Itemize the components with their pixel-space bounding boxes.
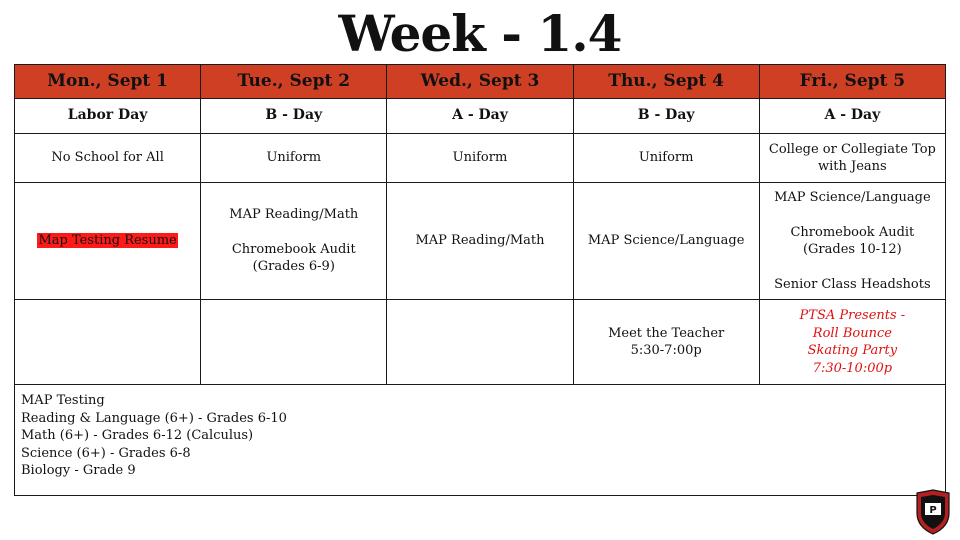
events-friday <box>759 183 945 300</box>
header-wednesday: Wed., Sept 3 <box>387 65 573 99</box>
extra-thursday <box>573 300 759 385</box>
header-friday: Fri., Sept 5 <box>759 65 945 99</box>
extra-wednesday <box>387 300 573 385</box>
dress-monday: No School for All <box>15 134 201 183</box>
extra-tuesday <box>201 300 387 385</box>
note-line: Math (6+) - Grades 6-12 (Calculus) <box>21 428 254 443</box>
school-shield-logo-icon <box>915 489 951 535</box>
header-monday: Mon., Sept 1 <box>15 65 201 99</box>
event-item: MAP Science/Language <box>774 190 931 205</box>
events-wednesday: MAP Reading/Math <box>387 183 573 300</box>
highlighted-event: Map Testing Resume <box>38 233 177 249</box>
header-tuesday: Tue., Sept 2 <box>201 65 387 99</box>
event-item: Chromebook Audit (Grades 10-12) <box>790 224 915 257</box>
extra-line: Roll Bounce <box>812 325 892 341</box>
extra-friday <box>759 300 945 385</box>
day-type-thursday: B - Day <box>573 99 759 134</box>
page-title: Week - 1.4 <box>338 4 622 63</box>
extra-monday <box>15 300 201 385</box>
event-item: Chromebook Audit (Grades 6-9) <box>231 241 356 275</box>
notes-row <box>15 385 946 496</box>
extra-line: 5:30-7:00p <box>630 343 702 358</box>
dress-tuesday: Uniform <box>201 134 387 183</box>
svg-text:P: P <box>929 505 937 516</box>
note-line: MAP Testing <box>21 393 105 408</box>
day-type-row <box>15 99 946 134</box>
day-type-friday: A - Day <box>759 99 945 134</box>
event-item: Senior Class Headshots <box>774 276 931 292</box>
weekly-schedule-table <box>14 64 946 496</box>
extra-line: Skating Party <box>807 343 898 358</box>
extra-line: PTSA Presents - <box>799 308 906 323</box>
day-type-wednesday: A - Day <box>387 99 573 134</box>
extra-line: Meet the Teacher <box>608 325 725 341</box>
dress-friday: College or Collegiate Top with Jeans <box>759 134 945 183</box>
header-thursday: Thu., Sept 4 <box>573 65 759 99</box>
header-row <box>15 65 946 99</box>
dress-code-row <box>15 134 946 183</box>
dress-wednesday: Uniform <box>387 134 573 183</box>
day-type-monday: Labor Day <box>15 99 201 134</box>
events-thursday: MAP Science/Language <box>573 183 759 300</box>
extra-events-row <box>15 300 946 385</box>
event-item: MAP Reading/Math <box>229 207 359 223</box>
map-testing-notes <box>15 385 946 496</box>
dress-thursday: Uniform <box>573 134 759 183</box>
events-row <box>15 183 946 300</box>
events-monday <box>15 183 201 300</box>
note-line: Science (6+) - Grades 6-8 <box>21 445 191 461</box>
note-line: Reading & Language (6+) - Grades 6-10 <box>21 410 287 426</box>
extra-line: 7:30-10:00p <box>812 360 893 376</box>
events-tuesday <box>201 183 387 300</box>
day-type-tuesday: B - Day <box>201 99 387 134</box>
note-line: Biology - Grade 9 <box>21 463 136 478</box>
